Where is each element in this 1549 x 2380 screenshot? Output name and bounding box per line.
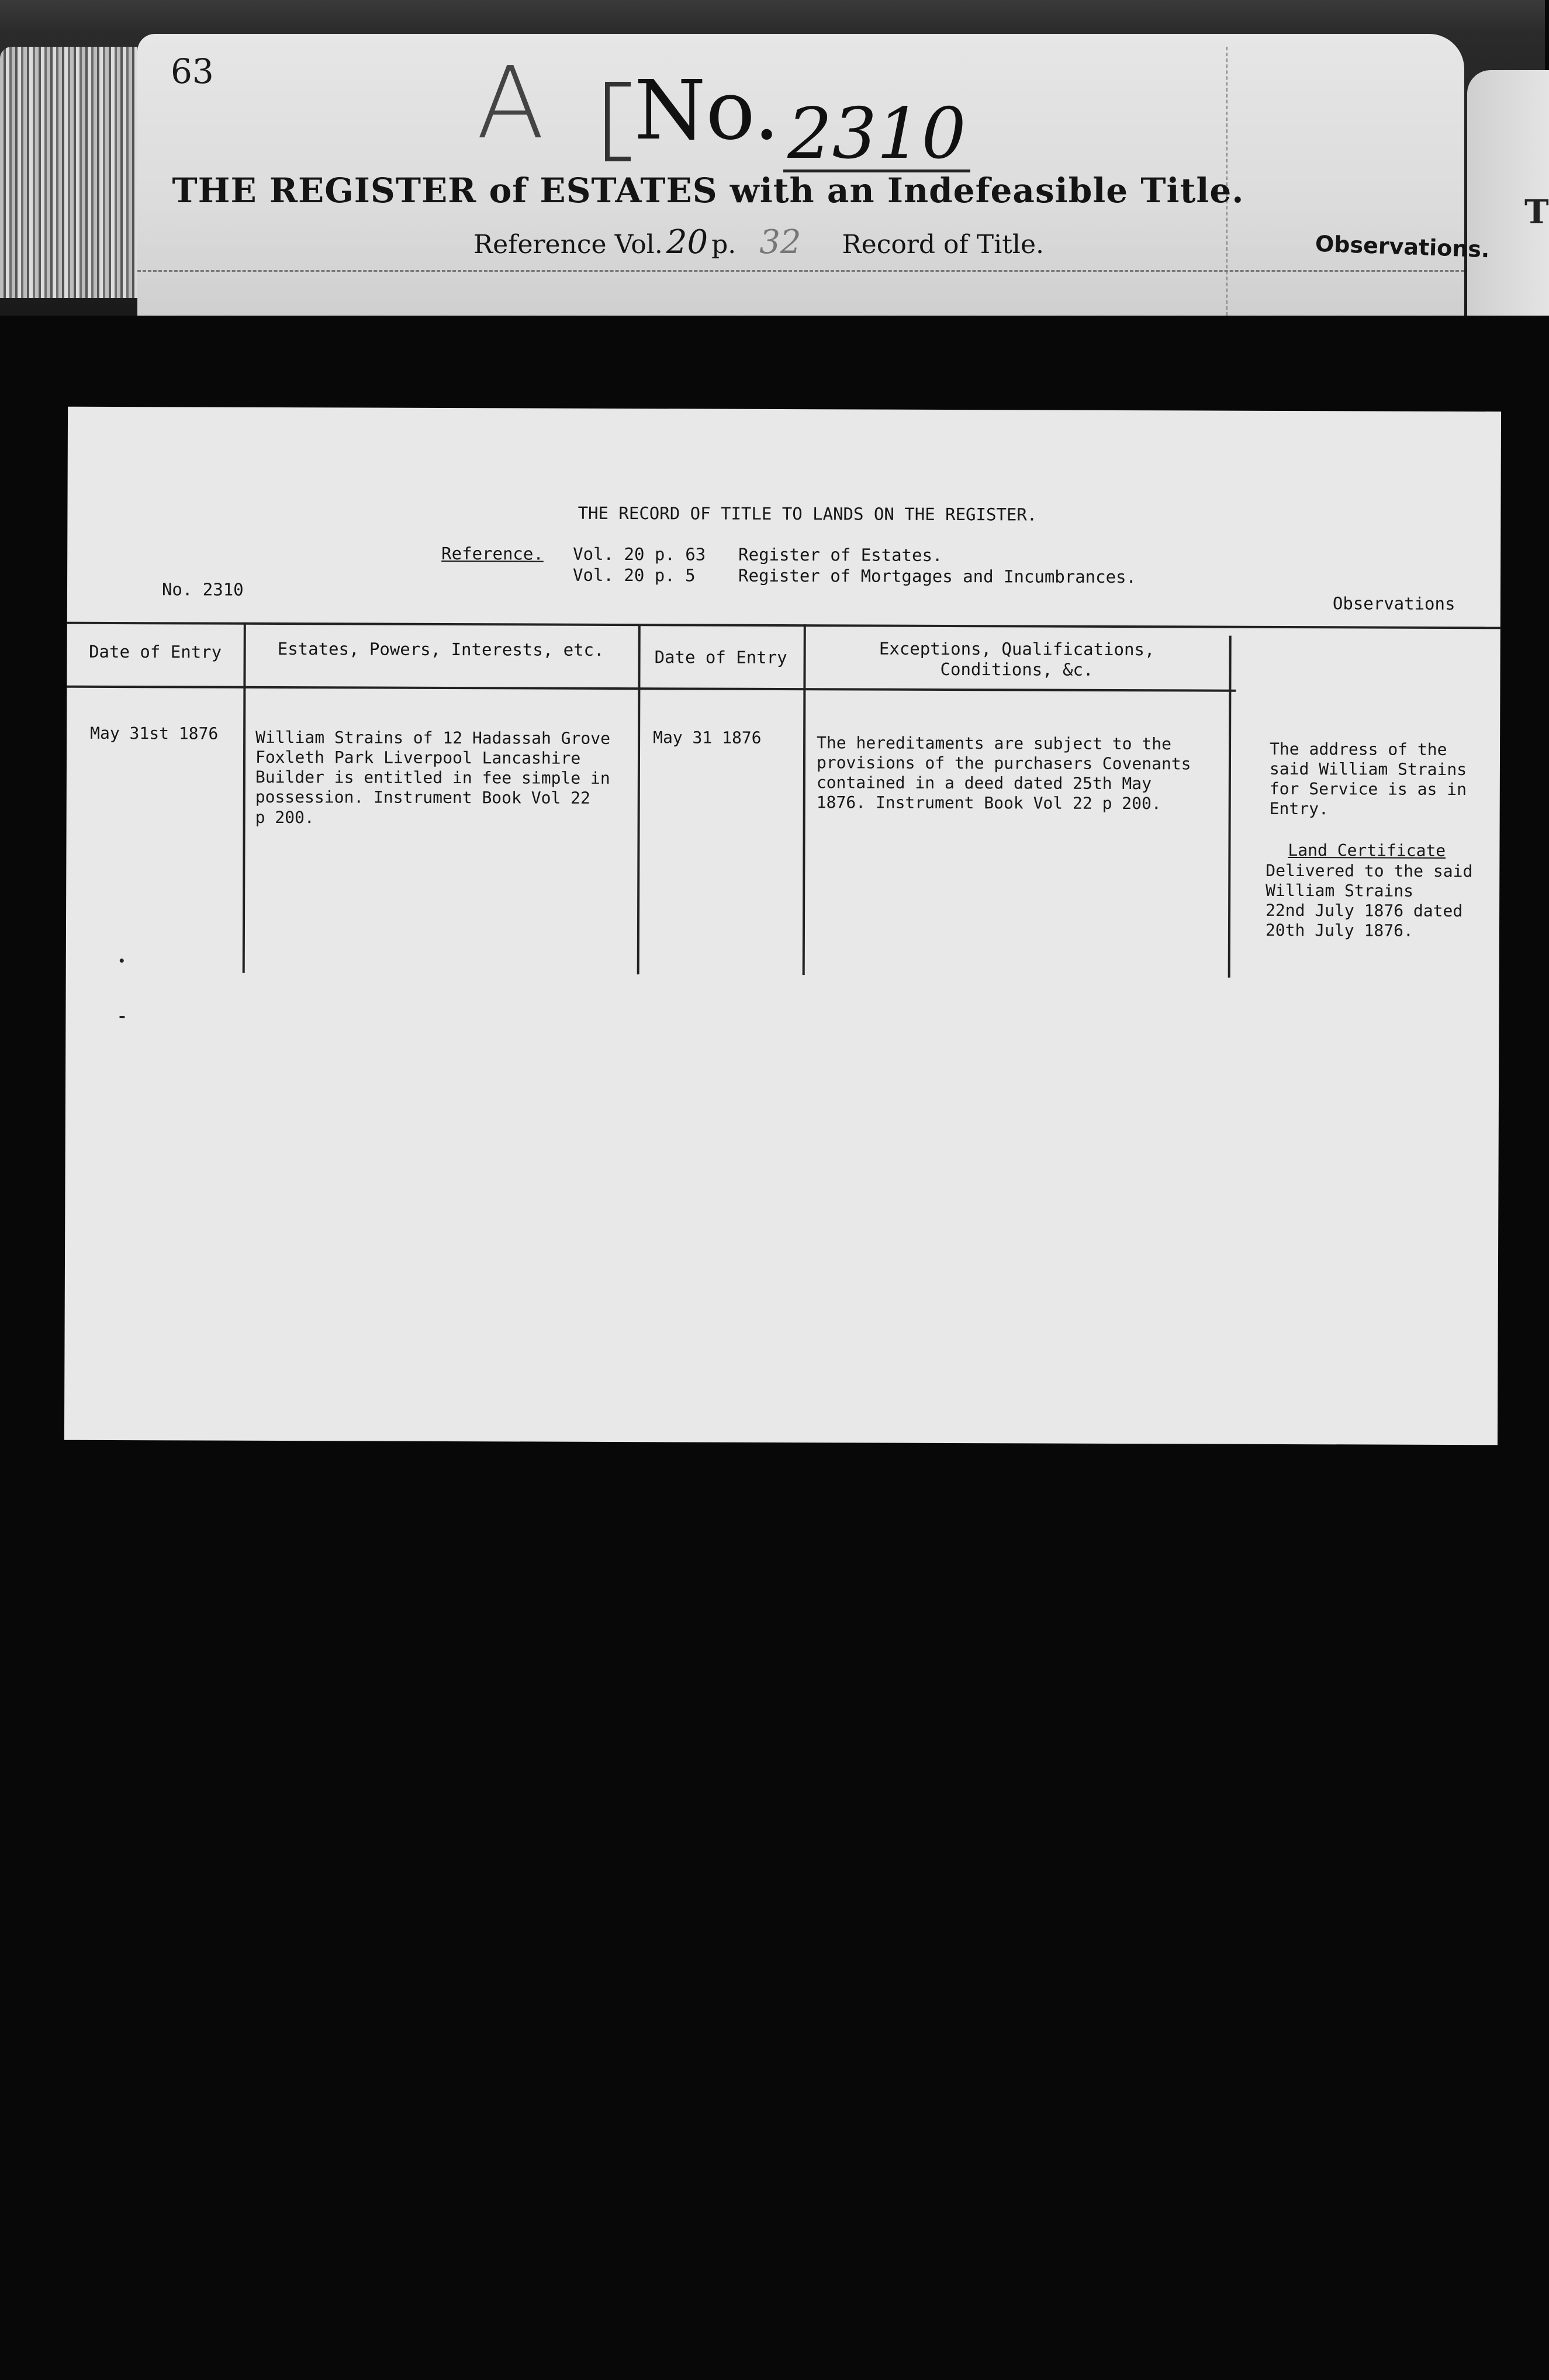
column-divider-4 [1228,636,1232,978]
column-divider-1 [243,622,246,973]
ledger-page-number: 63 [171,51,214,91]
observation-land-certificate-heading: Land Certificate [1288,840,1446,860]
ledger-handwritten-letter: A [476,46,545,161]
ledger-reference-vol: 20 [666,223,708,261]
table-top-rule [67,622,1500,629]
reference-label: Reference. [441,543,544,564]
entry-exceptions-text: The hereditaments are subject to the provisions of the purchasers Covenants contained in a deed dated 25th May 1876. Instrument Book Vol 22 p 200. [816,733,1191,814]
observation-address: The address of the said William Strains for Service is as in Entry. [1269,739,1467,819]
column-divider-2 [637,624,641,974]
entry-date-1: May 31st 1876 [90,723,219,743]
entry-date-2: May 31 1876 [653,728,762,748]
stray-mark-1 [120,959,124,963]
observation-land-certificate: Delivered to the said William Strains 22nd July 1876 dated 20th July 1876. [1265,860,1473,941]
stray-mark-2 [119,1016,125,1018]
observations-heading: Observations [1332,593,1455,614]
ledger-facing-page-letter: T [1524,193,1549,231]
ledger-reference-suffix: Record of Title. [842,230,1044,260]
ledger-reference-page: 32 [759,223,801,261]
ledger-reference-prefix: Reference Vol. [473,230,663,260]
reference-register-estates: Register of Estates. [738,544,943,565]
card-number: No. 2310 [161,579,244,600]
ledger-title: THE REGISTER of ESTATES with an Indefeasible Title. [172,171,1244,210]
table-header-rule [67,686,1236,692]
record-card [64,407,1501,1445]
reference-register-mortgages: Register of Mortgages and Incumbrances. [738,565,1137,587]
entry-estates-text: William Strains of 12 Hadassah Grove Foxleth Park Liverpool Lancashire Builder is entitled in fee simple in possession. Instrument Book Vol 22 p 200. [255,727,611,827]
column-header-exceptions: Exceptions, Qualifications, Conditions, &c. [879,638,1155,680]
ledger-observations-heading: Observations. [1315,230,1491,263]
ledger-bracket-mark [605,82,631,161]
ledger-header-rule [137,270,1464,272]
column-header-date-of-entry-1: Date of Entry [89,641,222,662]
ledger-reference [473,223,1044,261]
ledger-number-value: 2310 [783,99,970,172]
reference-vol-estates: Vol. 20 p. 63 [573,544,706,565]
column-header-date-of-entry-2: Date of Entry [654,647,787,668]
ledger-reference-p-label: p. [711,230,737,260]
ledger-number-label: No. [634,63,780,158]
reference-vol-mortgages: Vol. 20 p. 5 [573,565,696,586]
ledger-page-strip [0,0,1549,316]
column-header-estates: Estates, Powers, Interests, etc. [277,638,604,660]
card-heading: THE RECORD OF TITLE TO LANDS ON THE REGISTER. [578,503,1038,525]
